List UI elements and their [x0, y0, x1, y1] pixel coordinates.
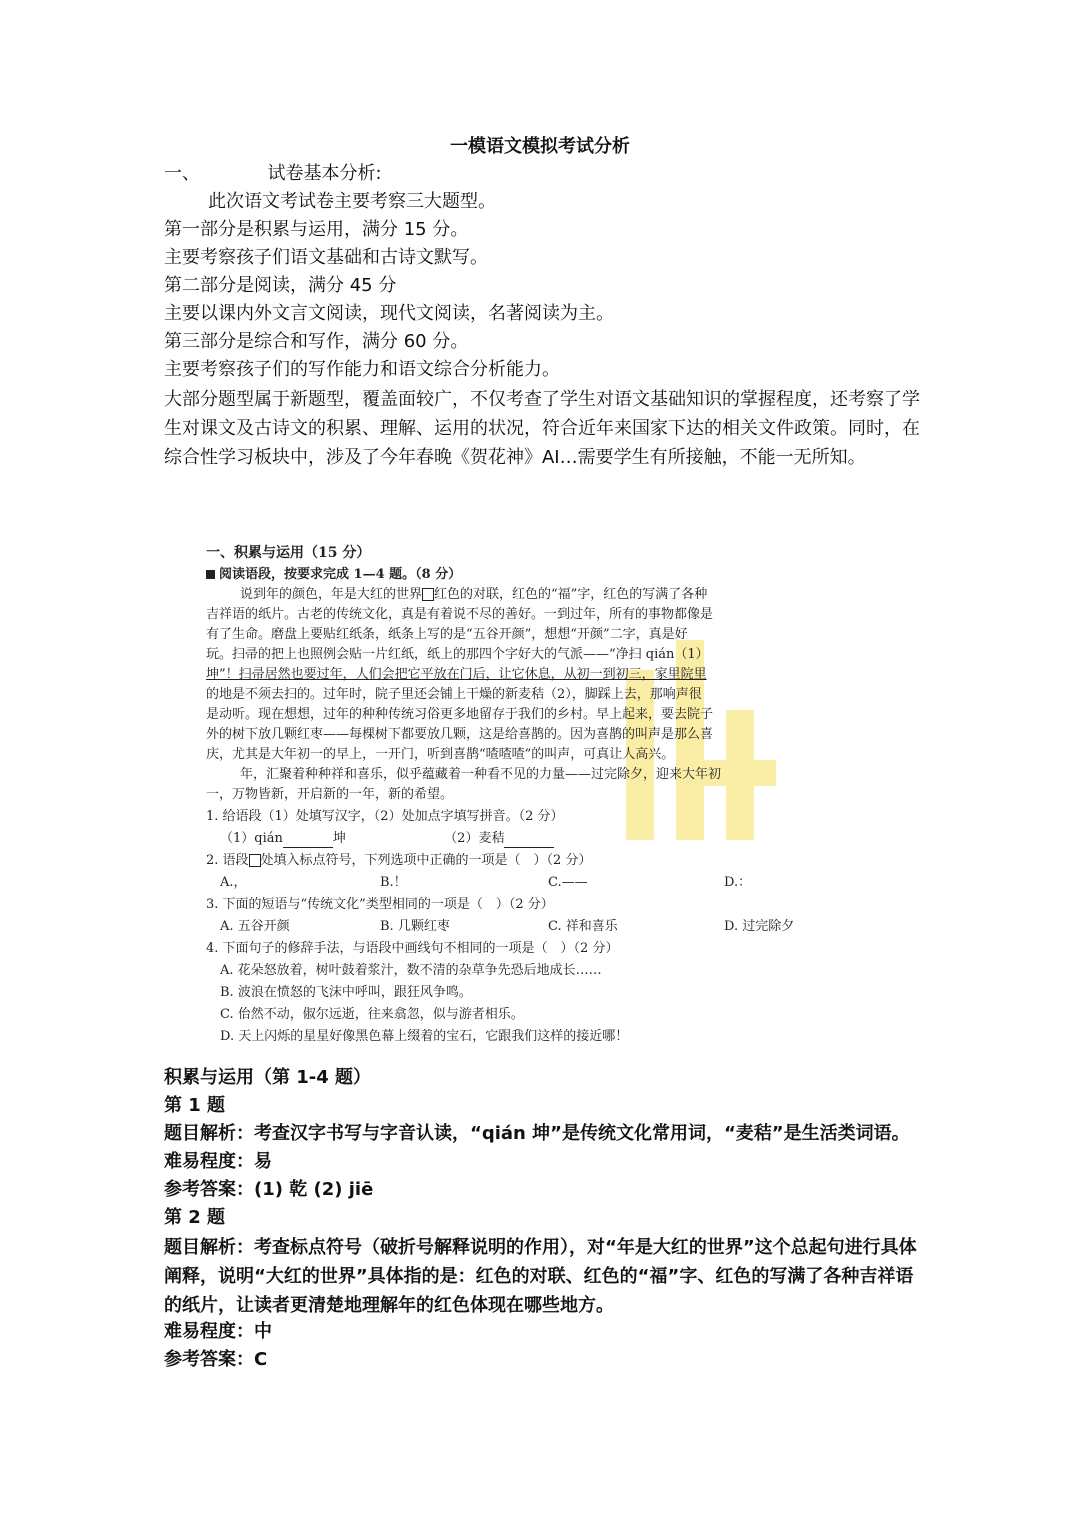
question-1-analysis: 题目解析：考查汉字书写与字音认读，“qián 坤”是传统文化常用词，“麦秸”是生活类词语。 — [164, 1123, 910, 1144]
intro-line: 主要考察孩子们的写作能力和语文综合分析能力。 — [164, 359, 560, 380]
question-4-option: B. 波浪在愤怒的飞沫中呼叫，跟狂风争鸣。 — [220, 985, 472, 1000]
passage-line: 年，汇聚着种种祥和喜乐，似乎蕴藏着一种看不见的力量——过完除夕，迎来大年初 — [240, 767, 722, 782]
passage-line: 一，万物皆新，开启新的一年，新的希望。 — [206, 787, 454, 802]
answer-blank — [283, 835, 333, 848]
passage-line: 说到年的颜色，年是大红的世界 红色的对联，红色的“福”字，红色的写满了各种 — [240, 587, 708, 602]
question-4-option: A. 花朵怒放着，树叶鼓着浆汁，数不清的杂草争先恐后地成长…… — [220, 963, 602, 978]
question-1-heading: 第 1 题 — [164, 1095, 226, 1116]
question-4-option: D. 天上闪烁的星星好像黑色幕上缀着的宝石，它跟我们这样的接近哪！ — [220, 1029, 629, 1044]
square-bullet-icon — [206, 570, 215, 579]
analysis-section-title: 积累与运用（第 1-4 题） — [164, 1067, 372, 1088]
passage-line: 庆，尤其是大年初一的早上，一开门，听到喜鹊“喳喳喳”的叫声，可真让人高兴。 — [206, 747, 675, 762]
question-2-difficulty: 难易程度：中 — [164, 1321, 272, 1342]
scan-instruction: 阅读语段，按要求完成 1—4 题。（8 分） — [206, 566, 461, 584]
passage-line: 吉祥语的纸片。古老的传统文化，真是有着说不尽的善好。一到过年，所有的事物都像是 — [206, 607, 714, 622]
passage-line: 是动听。现在想想，过年的种种传统习俗更多地留存于我们的乡村。早上起来，要去院子 — [206, 707, 714, 722]
intro-line: 此次语文考试卷主要考察三大题型。 — [208, 191, 496, 212]
question-1-difficulty: 难易程度：易 — [164, 1151, 272, 1172]
exam-scan-image: 一、积累与运用（15 分） 阅读语段，按要求完成 1—4 题。（8 分） 说到年的颜色，年是大红的世界 红色的对联，红色的“福”字，红色的写满了各种 吉祥语的纸片。古老的传统文化，真是有着说不尽的善好。一到过年，所有的事物都像是 有了生命。磨盘上要贴红纸条，纸条上写的是“五谷开颜”，想想“开颜”二字，真是好 玩。扫帚的把上也照例会贴一片红纸，纸上的那四个字好大的气派——“净扫 qián（1） 坤”！扫帚居然也要过年，人们会把它平放在门后，让它休息，从初一到初三，家里院里 的地是不须去扫的。过年时，院子里还会铺上干燥的新麦秸（2），脚踩上去，那响声很 是动听。现在想想，过年的种种传统习俗更多地留存于我们的乡村。早上起来，要去院子 外的树下放几颗红枣——每棵树下都要放几颗，这是给喜鹊的。因为喜鹊的叫声是那么喜 庆，尤其是大年初一的早上，一开门，听到喜鹊“喳喳喳”的叫声，可真让人高兴。 年，汇聚着种种祥和喜乐，似乎蕴藏着一种看不见的力量——过完除夕，迎来大年初 一，万物皆新，开启新的一年，新的希望。 1. 给语段（1）处填写汉字，（2）处加点字填写拼音。（2 分） （1）qián 坤 （2）麦秸 2. 语段 处填入标点符号，下列选项中正确的一项是（ ）（2 分） A.， B.！ C.—— D.： 3. 下面的短语与“传统文化”类型相同的一项是（ ）（2 分） A. 五谷开颜 B. 几颗红枣 C. 祥和喜乐 D. 过完除夕 4. 下面句子的修辞手法，与语段中画线句不相同的一项是（ ）（2 分） A. 花朵怒放着，树叶鼓着浆汁，数不清的杂草争先恐后地成长…… B. 波浪在愤怒的飞沫中呼叫，跟狂风争鸣。 C. 佁然不动，俶尔远逝，往来翕忽，似与游者相乐。 D. 天上闪烁的星星好像黑色幕上缀着的宝石，它跟我们这样的接近哪！ — [206, 545, 795, 1044]
scan-heading: 一、积累与运用（15 分） — [206, 545, 371, 561]
question-1-answer: 参考答案：(1) 乾 (2) jiē — [164, 1179, 374, 1200]
blank-box-icon — [249, 854, 261, 867]
question-4-option: C. 佁然不动，俶尔远逝，往来翕忽，似与游者相乐。 — [220, 1007, 524, 1022]
question-1-parts: （1）qián 坤 （2）麦秸 — [220, 830, 554, 848]
question-1: 1. 给语段（1）处填写汉字，（2）处加点字填写拼音。（2 分） — [206, 809, 564, 824]
intro-line: 第二部分是阅读，满分 45 分 — [164, 275, 397, 296]
summary-paragraph: 大部分题型属于新题型，覆盖面较广，不仅考查了学生对语文基础知识的掌握程度，还考察了学生对课文及古诗文的积累、理解、运用的状况，符合近年来国家下达的相关文件政策。同时，在综合性学习板块中，涉及了今年春晚《贺花神》AI…需要学生有所接触，不能一无所知。 — [164, 389, 920, 468]
intro-line: 主要考察孩子们语文基础和古诗文默写。 — [164, 247, 488, 268]
question-3: 3. 下面的短语与“传统文化”类型相同的一项是（ ）（2 分） — [206, 897, 554, 912]
passage-line: 坤”！扫帚居然也要过年，人们会把它平放在门后，让它休息，从初一到初三，家里院里 — [206, 667, 707, 682]
question-2: 2. 语段 处填入标点符号，下列选项中正确的一项是（ ）（2 分） — [206, 853, 592, 868]
question-4: 4. 下面句子的修辞手法，与语段中画线句不相同的一项是（ ）（2 分） — [206, 941, 619, 956]
section-title: 试卷基本分析: — [267, 163, 382, 184]
intro-line: 第三部分是综合和写作，满分 60 分。 — [164, 331, 469, 352]
intro-line: 第一部分是积累与运用，满分 15 分。 — [164, 219, 469, 240]
section-number: 一、 — [164, 163, 200, 184]
question-2-answer: 参考答案：C — [164, 1349, 268, 1370]
question-2-heading: 第 2 题 — [164, 1207, 226, 1228]
answer-blank — [504, 835, 554, 848]
blank-box-icon — [422, 588, 434, 601]
passage-line: 玩。扫帚的把上也照例会贴一片红纸，纸上的那四个字好大的气派——“净扫 qián（1） — [206, 647, 709, 662]
passage-line: 的地是不须去扫的。过年时，院子里还会铺上干燥的新麦秸（2），脚踩上去，那响声很 — [206, 687, 702, 702]
intro-line: 主要以课内外文言文阅读，现代文阅读，名著阅读为主。 — [164, 303, 614, 324]
question-2-analysis: 题目解析：考查标点符号（破折号解释说明的作用），对“年是大红的世界”这个总起句进行具体阐释，说明“大红的世界”具体指的是：红色的对联、红色的“福”字、红色的写满了各种吉祥语的纸片，让读者更清楚地理解年的红色体现在哪些地方。 — [164, 1237, 917, 1316]
passage-line: 外的树下放几颗红枣——每棵树下都要放几颗，这是给喜鹊的。因为喜鹊的叫声是那么喜 — [206, 727, 714, 742]
passage-line: 有了生命。磨盘上要贴红纸条，纸条上写的是“五谷开颜”，想想“开颜”二字，真是好 — [206, 627, 688, 642]
page-title: 一模语文模拟考试分析 — [450, 136, 630, 157]
section-1-heading — [164, 160, 382, 188]
